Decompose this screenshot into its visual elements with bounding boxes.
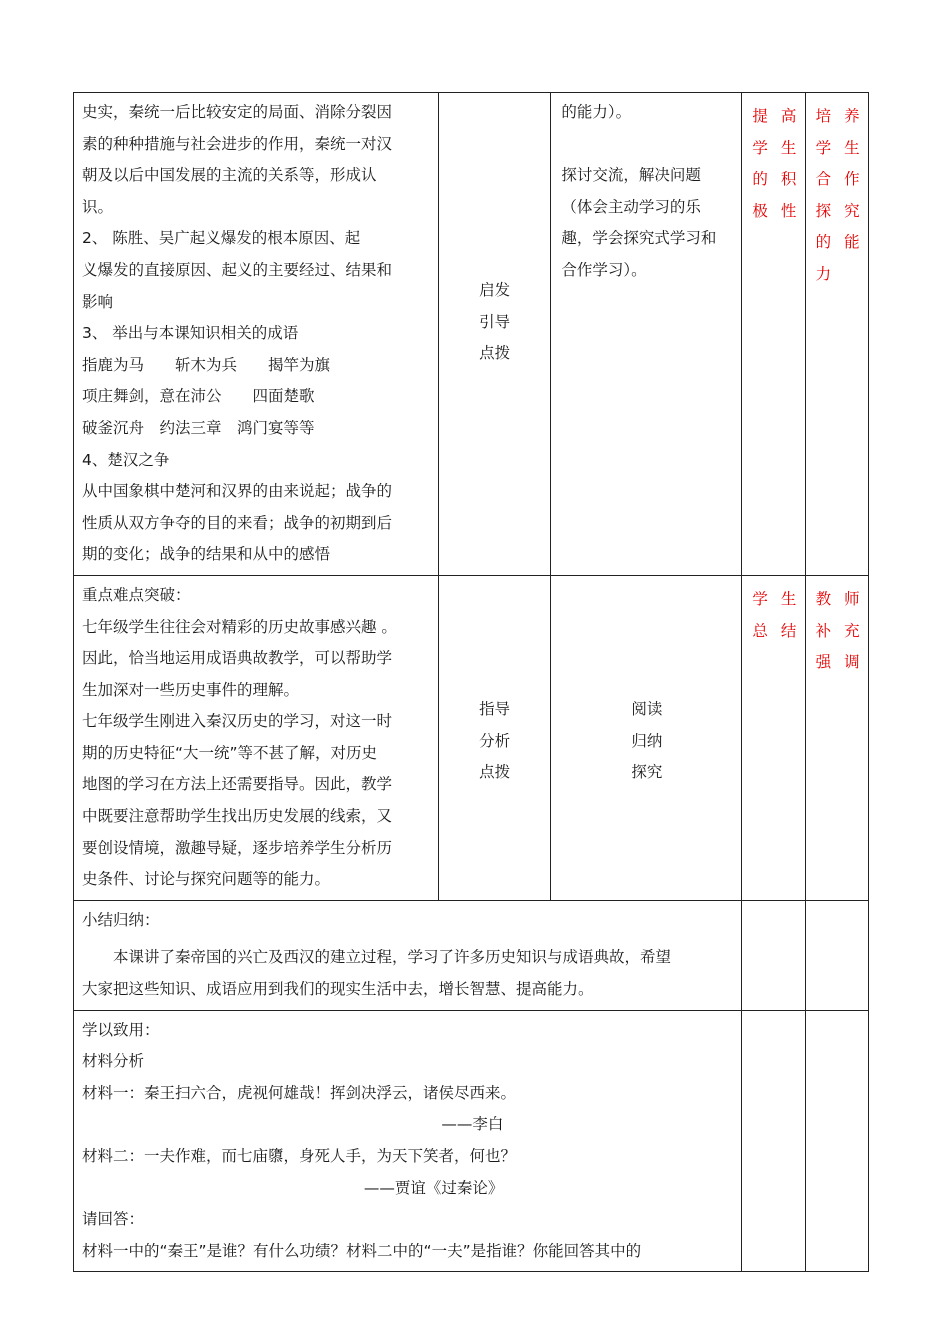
goal-cell (742, 93, 810, 576)
empty-cell (805, 1010, 868, 1272)
text-line: 性质从双方争夺的目的来看；战争的初期到后 (82, 513, 393, 532)
table-row (74, 1010, 869, 1272)
empty-cell (742, 900, 805, 1010)
subheading: 材料分析 (82, 1052, 145, 1071)
text-line: 史条件、讨论与探究问题等的能力。 (82, 870, 331, 889)
text-line: 要创设情境，激趣导疑，逐步培养学生分析历 (82, 838, 393, 857)
material-one: 材料一：秦王扫六合，虎视何雄哉！挥剑决浮云，诸侯尽西来。 (82, 1083, 517, 1102)
text-line: （体会主动学习的乐 (561, 197, 701, 216)
text-line: 的能力）。 (561, 103, 632, 121)
text-line: 破釜沉舟 约法三章 鸿门宴等等 (82, 418, 315, 437)
text-line: 强调 (815, 653, 873, 672)
text-line: 项庄舞剑，意在沛公 四面楚歌 (82, 387, 315, 406)
text-line: 合作学习）。 (561, 260, 647, 279)
text-line: 合作 (815, 170, 873, 189)
teacher-method-cell (438, 93, 551, 576)
text-line: 地图的学习在方法上还需要指导。因此，教学 (82, 775, 393, 794)
student-activity-cell (551, 93, 742, 576)
source-two: ——贾谊《过秦论》 (363, 1178, 504, 1197)
text-line: 期的历史特征“大一统”等不甚了解，对历史 (82, 743, 378, 762)
summary-section (74, 900, 742, 1010)
text-line: 生加深对一些历史事件的理解。 (82, 680, 300, 699)
student-activity-cell (551, 575, 742, 900)
empty-cell (742, 1010, 805, 1272)
text-line: 引导 (479, 312, 511, 331)
text-line: 中既要注意帮助学生找出历史发展的线索，又 (82, 807, 393, 826)
text-line: 探究 (815, 201, 873, 220)
text-line: 归纳 (631, 731, 663, 750)
content-cell (74, 93, 439, 576)
text-line: 4、楚汉之争 (82, 450, 170, 469)
text-line: 探讨交流，解决问题 (561, 166, 701, 185)
key-points-cell (74, 575, 439, 900)
text-line: 指鹿为马 斩木为兵 揭竿为旗 (82, 355, 331, 374)
text-line: 点拨 (479, 344, 511, 363)
text-line: 学生 (815, 138, 873, 157)
text-line: 学生 (752, 589, 810, 608)
text-line (561, 129, 733, 161)
text-line: 阅读 (631, 699, 663, 718)
section-heading: 小结归纳： (82, 910, 160, 929)
question: 材料一中的“秦王”是谁？有什么功绩？材料二中的“一夫”是指谁？你能回答其中的 (82, 1241, 642, 1260)
text-line: 指导 (479, 699, 511, 718)
text-line: 识。 (82, 197, 114, 216)
text-line: 本课讲了秦帝国的兴亡及西汉的建立过程，学习了许多历史知识与成语典故，希望 (113, 948, 672, 967)
text-line: 极性 (752, 201, 810, 220)
lesson-plan-table (73, 92, 873, 1272)
text-line: 力 (815, 264, 845, 283)
text-line: 史实，秦统一后比较安定的局面、消除分裂因 (82, 103, 393, 121)
text-line: 补充 (815, 621, 873, 640)
text-line: 期的变化；战争的结果和从中的感悟 (82, 545, 331, 564)
text-line: 重点难点突破： (82, 585, 191, 604)
text-line: 影响 (82, 292, 114, 311)
text-line: 学生 (752, 138, 810, 157)
text-line: 点拨 (479, 763, 511, 782)
text-line: 的能 (815, 233, 873, 252)
text-line: 总结 (752, 621, 810, 640)
text-line: 大家把这些知识、成语应用到我们的现实生活中去，增长智慧、提高能力。 (82, 980, 594, 999)
material-two: 材料二：一夫作难，而七庙隳，身死人手，为天下笑者，何也？ (82, 1147, 517, 1165)
source-one: ——李白 (441, 1115, 504, 1134)
text-line: 教师 (815, 589, 873, 608)
table-row (74, 93, 869, 576)
text-line: 探究 (631, 763, 663, 782)
empty-cell (805, 900, 868, 1010)
text-line: 从中国象棋中楚河和汉界的由来说起；战争的 (82, 482, 393, 501)
emphasis-cell (805, 575, 873, 900)
text-line: 分析 (479, 731, 511, 750)
text-line: 培养 (815, 107, 873, 125)
table-row (74, 575, 869, 900)
section-heading: 学以致用： (82, 1020, 160, 1039)
text-line: 因此，恰当地运用成语典故教学，可以帮助学 (82, 649, 393, 668)
text-line: 素的种种措施与社会进步的作用，秦统一对汉 (82, 134, 393, 153)
text-line: 朝及以后中国发展的主流的关系等，形成认 (82, 166, 377, 185)
text-line: 七年级学生往往会对精彩的历史故事感兴趣 。 (82, 617, 397, 636)
teacher-method-cell (438, 575, 551, 900)
text-line: 启发 (479, 281, 511, 299)
text-line: 2、 陈胜、吴广起义爆发的根本原因、起 (82, 229, 361, 248)
summary-cell (742, 575, 810, 900)
text-line: 七年级学生刚进入秦汉历史的学习，对这一时 (82, 712, 393, 731)
text-line: 的积 (752, 170, 810, 189)
prompt: 请回答： (82, 1210, 145, 1229)
table-row (74, 900, 869, 1010)
application-section (74, 1010, 742, 1272)
text-line: 义爆发的直接原因、起义的主要经过、结果和 (82, 260, 393, 279)
text-line: 提高 (752, 107, 810, 125)
text-line: 趣，学会探究式学习和 (561, 229, 717, 248)
text-line: 3、 举出与本课知识相关的成语 (82, 324, 299, 343)
goal-cell-2 (805, 93, 873, 576)
